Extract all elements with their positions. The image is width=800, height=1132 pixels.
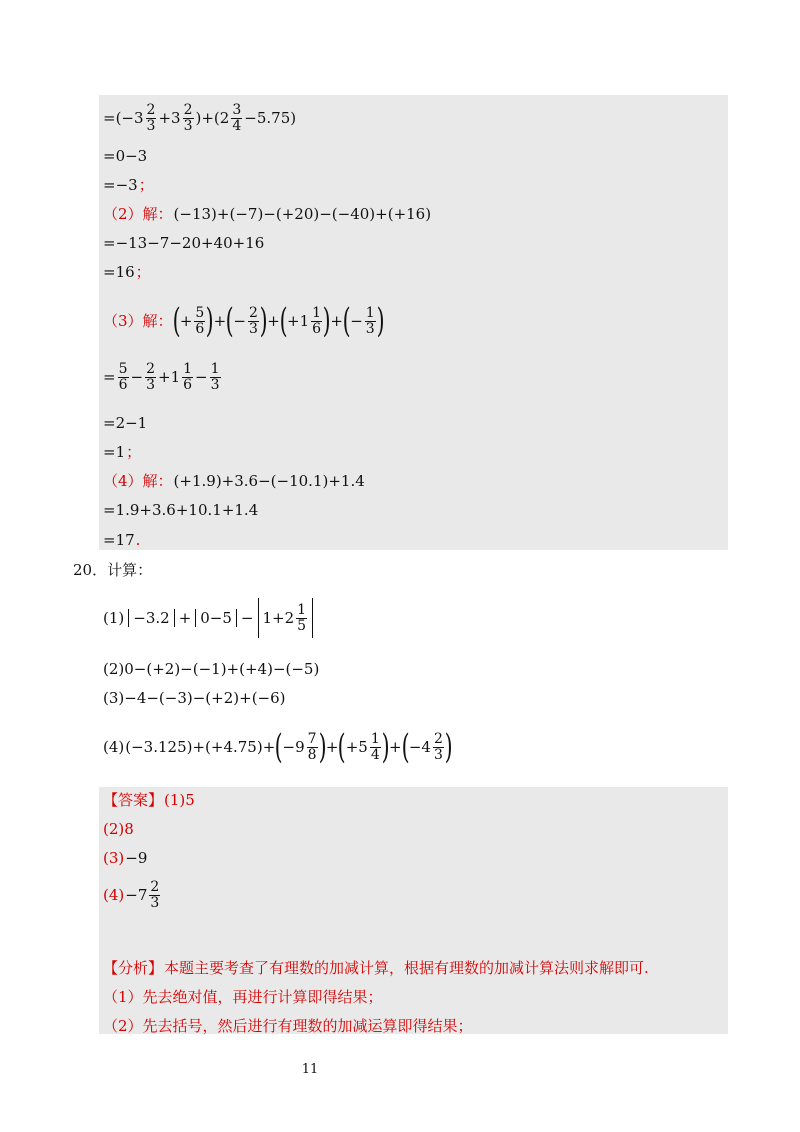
numerator: 7: [307, 730, 317, 747]
fraction: [146, 103, 157, 133]
analysis-step-1: [103, 990, 383, 1005]
text: )+(2: [195, 108, 230, 127]
expr-line-10: [103, 445, 141, 460]
text: +: [213, 311, 227, 330]
paren: ): [444, 727, 453, 767]
text: +3: [158, 108, 181, 127]
text: (1): [103, 608, 125, 627]
text: (−13)+(−7)−(+20)−(−40)+(+16): [173, 205, 432, 223]
text: −: [195, 367, 208, 386]
fraction: [145, 362, 156, 392]
denominator: 3: [365, 320, 375, 337]
expr-line-5: [103, 236, 264, 251]
denominator: 3: [150, 894, 160, 911]
denominator: 8: [307, 746, 317, 763]
text: −5.75): [244, 108, 297, 127]
expr-line-9: [103, 416, 147, 431]
text: (1)5: [164, 791, 195, 809]
fraction: [248, 306, 259, 336]
paren: (: [274, 727, 283, 767]
numerator: 1: [210, 361, 220, 377]
paren: (: [279, 301, 288, 341]
denominator: 4: [232, 117, 242, 134]
fraction: [365, 306, 376, 336]
text: 1+2: [262, 608, 295, 627]
paren: ): [205, 301, 214, 341]
text: (−3.125)+(+4.75)+: [125, 737, 276, 756]
text: +: [178, 608, 192, 627]
expr-line-13: [103, 533, 140, 548]
fraction: [231, 103, 242, 133]
answer-heading: 【答案】: [103, 791, 164, 809]
abs-bar: [236, 609, 237, 627]
paren: ): [259, 301, 268, 341]
text: (3)−4−(−3)−(+2)+(−6): [103, 689, 286, 707]
problem-4: [103, 727, 453, 767]
text: =1.9+3.6+10.1+1.4: [103, 501, 259, 519]
problem-2: [103, 662, 319, 677]
denominator: 3: [433, 746, 443, 763]
paren: ): [322, 301, 331, 341]
page-number: 11: [301, 1062, 319, 1077]
text: (+1.9)+3.6−(−10.1)+1.4: [173, 472, 365, 490]
paren: ): [381, 727, 390, 767]
step-label: （3）解：: [103, 311, 173, 330]
expr-line-8: [103, 362, 222, 392]
fraction: [194, 306, 205, 336]
text: (2)8: [103, 820, 134, 838]
text: 20．计算：: [73, 561, 153, 579]
expr-line-11: [103, 474, 365, 489]
expr-line-6: [103, 265, 151, 280]
analysis-step-2: [103, 1019, 473, 1034]
analysis-line: [103, 961, 649, 976]
expr-line-4: [103, 207, 431, 222]
text: −: [350, 311, 363, 330]
text: （1）先去绝对值，再进行计算即得结果；: [103, 988, 383, 1006]
abs-bar: [312, 598, 313, 638]
denominator: 3: [210, 376, 220, 393]
answer-line-2: [103, 822, 134, 837]
text: =−3: [103, 176, 138, 194]
text: =1: [103, 443, 126, 461]
text: 本题主要考查了有理数的加减计算，根据有理数的加减计算法则求解即可.: [164, 959, 649, 977]
text: +5: [345, 737, 368, 756]
numerator: 1: [312, 304, 322, 321]
fraction: [370, 732, 381, 762]
fraction: [311, 306, 322, 336]
denominator: 6: [195, 320, 205, 337]
numerator: 1: [297, 601, 307, 618]
numerator: 2: [146, 361, 155, 377]
denominator: 3: [183, 117, 193, 134]
abs-bar: [258, 598, 259, 638]
text: =2−1: [103, 414, 148, 432]
analysis-heading: 【分析】: [103, 959, 164, 977]
text: =−13−7−20+40+16: [103, 234, 265, 252]
denominator: 6: [183, 376, 193, 393]
paren: (: [225, 301, 234, 341]
text: +: [267, 311, 280, 330]
problem-1: [103, 598, 316, 638]
text: +: [179, 311, 193, 330]
answer-line-4: [103, 880, 161, 910]
text: =17: [103, 531, 135, 549]
denominator: 6: [118, 376, 128, 393]
expr-line-7: [103, 301, 385, 341]
fraction: [118, 362, 129, 392]
step-label: （4）解：: [103, 472, 173, 490]
text: =: [103, 367, 116, 386]
expr-line-3: [103, 178, 154, 193]
paren: (: [401, 727, 410, 767]
text: (3): [103, 849, 125, 867]
text: +1: [287, 311, 310, 330]
text: −9: [125, 849, 148, 867]
numerator: 5: [118, 361, 128, 377]
paren: ): [318, 727, 327, 767]
text: +: [389, 737, 402, 756]
expr-line-1: [103, 103, 296, 133]
paren: (: [172, 301, 181, 341]
text: +1: [158, 367, 181, 386]
fraction: [183, 103, 194, 133]
abs-bar: [174, 609, 175, 627]
problem-3: [103, 691, 286, 706]
paren: (: [338, 727, 347, 767]
numerator: 2: [433, 730, 443, 747]
fraction: [149, 880, 160, 910]
punct: ；: [138, 176, 154, 194]
paren: ): [376, 301, 385, 341]
numerator: 5: [195, 304, 205, 321]
paren: (: [342, 301, 351, 341]
denominator: 4: [370, 746, 380, 763]
denominator: 3: [146, 117, 156, 134]
text: +: [330, 311, 343, 330]
punct: ；: [135, 263, 151, 281]
text: (4): [103, 737, 125, 756]
denominator: 6: [312, 320, 322, 337]
text: −9: [282, 737, 305, 756]
question-heading: [73, 563, 152, 578]
text: −: [240, 608, 254, 627]
numerator: 2: [150, 879, 160, 895]
expr-line-12: [103, 503, 258, 518]
text: （2）先去括号，然后进行有理数的加减运算即得结果；: [103, 1017, 473, 1035]
answer-line-1: [103, 793, 195, 808]
text: =(−3: [103, 108, 144, 127]
text: −: [233, 311, 246, 330]
numerator: 2: [249, 304, 258, 321]
text: −7: [125, 885, 148, 904]
text: −4: [408, 737, 431, 756]
numerator: 2: [146, 102, 156, 118]
fraction: [296, 603, 307, 633]
text: −3.2: [133, 608, 170, 627]
text: (4): [103, 885, 125, 904]
abs-bar: [128, 609, 129, 627]
text: 0−5: [200, 608, 232, 627]
numerator: 3: [232, 102, 242, 118]
expr-line-2: [103, 149, 147, 164]
text: (2)0−(+2)−(−1)+(+4)−(−5): [103, 660, 320, 678]
punct: .: [135, 531, 141, 549]
numerator: 2: [183, 102, 193, 118]
numerator: 1: [370, 730, 380, 747]
denominator: 3: [146, 376, 155, 393]
step-label: （2）解：: [103, 205, 173, 223]
denominator: 3: [249, 320, 258, 337]
fraction: [182, 362, 193, 392]
fraction: [307, 732, 318, 762]
numerator: 1: [183, 361, 193, 377]
text: −: [130, 367, 144, 386]
text: +: [325, 737, 339, 756]
punct: ；: [126, 443, 142, 461]
answer-line-3: [103, 851, 147, 866]
text: =16: [103, 263, 135, 281]
abs-bar: [195, 609, 196, 627]
numerator: 1: [365, 304, 375, 321]
fraction: [433, 732, 444, 762]
text: =0−3: [103, 147, 148, 165]
denominator: 5: [297, 617, 307, 634]
fraction: [210, 362, 221, 392]
